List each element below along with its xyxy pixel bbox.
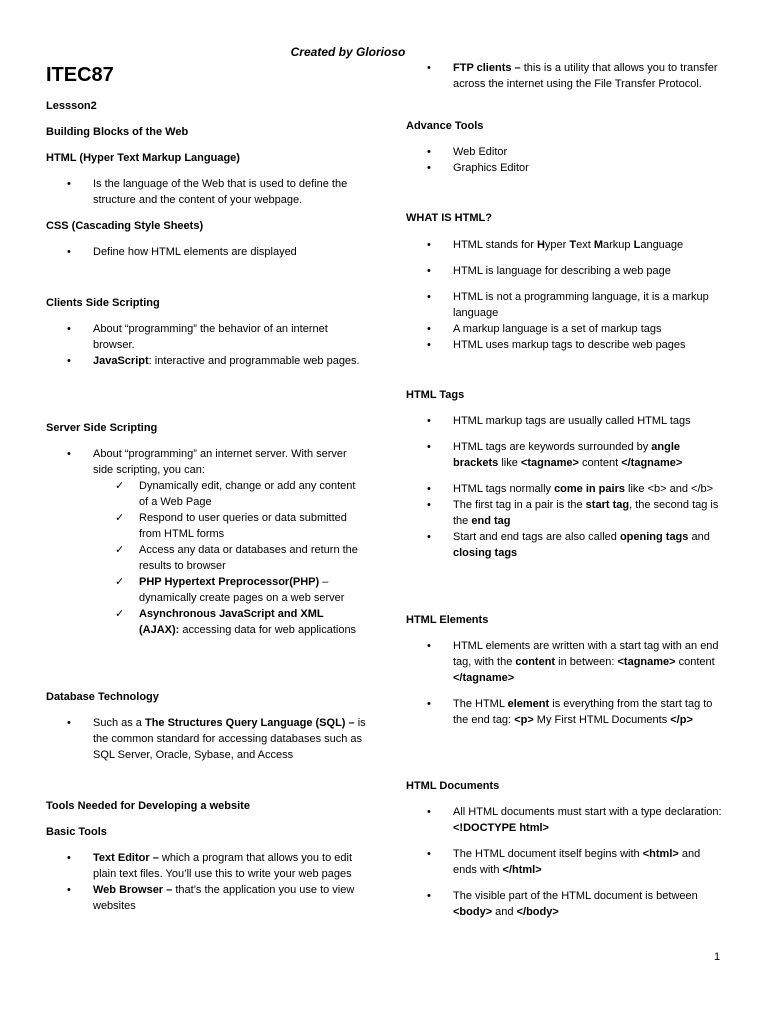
list-item-text: Start and end tags are also called [453, 531, 620, 543]
list-item [46, 446, 366, 638]
css-list [46, 244, 366, 260]
list-item [406, 60, 726, 92]
section-heading-tools: Tools Needed for Developing a website [46, 800, 250, 812]
list-item [406, 289, 726, 321]
list-item-text: HTML stands for [453, 239, 537, 251]
section-heading-advance-tools: Advance Tools [406, 120, 484, 132]
list-item-text: The HTML document itself begins with [453, 848, 643, 860]
list-item-text: My First HTML Documents [533, 714, 671, 726]
list-item-text: About “programming” the behavior of an internet browser. [93, 323, 328, 351]
check-item-bold: Asynchronous JavaScript and XML (AJAX): [139, 608, 324, 636]
document-title: ITEC87 [46, 64, 114, 86]
section-heading-css: CSS (Cascading Style Sheets) [46, 220, 204, 232]
list-item-text: Such as a [93, 717, 145, 729]
list-item-bold: JavaScript [93, 355, 149, 367]
section-heading-html-elements: HTML Elements [406, 614, 489, 626]
list-item [406, 144, 726, 160]
list-item-bold: element [507, 698, 550, 710]
check-item [93, 606, 366, 638]
check-item [93, 542, 366, 574]
client-side-list [46, 321, 366, 369]
list-item-text: HTML tags are keywords surrounded by [453, 441, 652, 453]
list-item [406, 439, 726, 471]
list-item-text: ext [576, 239, 594, 251]
html-elements-list [406, 638, 726, 728]
list-item-bold: <p> [514, 714, 534, 726]
list-item [46, 882, 366, 914]
list-item [406, 160, 726, 176]
list-item [406, 263, 726, 279]
list-item-text: , the second tag is the [453, 499, 719, 527]
html-tags-list [406, 413, 726, 561]
list-item-bold: FTP clients – [453, 62, 521, 74]
section-heading-html: HTML (Hyper Text Markup Language) [46, 152, 240, 164]
list-item-text: and ends with [453, 848, 701, 876]
list-item-text: A markup language is a set of markup tags [453, 323, 662, 335]
section-heading-html-documents: HTML Documents [406, 780, 500, 792]
list-item-bold: <tagname> [520, 457, 579, 469]
list-item-text: content [578, 457, 622, 469]
list-item-bold: content [515, 656, 556, 668]
list-item-text: HTML uses markup tags to describe web pages [453, 339, 686, 351]
list-item [46, 353, 366, 369]
list-item-bold: L [633, 239, 641, 251]
list-item-bold: </tagname> [621, 457, 683, 469]
section-heading-database: Database Technology [46, 691, 159, 703]
list-item-bold: start tag [585, 499, 630, 511]
database-list [46, 715, 366, 763]
list-item [406, 888, 726, 920]
list-item-text: that’s the application you use to view websites [93, 884, 355, 912]
list-item-bold: come in pairs [554, 483, 625, 495]
advance-tools-list [406, 144, 726, 176]
section-heading-html-tags: HTML Tags [406, 389, 465, 401]
list-item-bold: T [569, 239, 577, 251]
list-item-text: in between: [555, 656, 618, 668]
list-item-bold: Text Editor – [93, 852, 159, 864]
list-item-text: anguage [640, 239, 684, 251]
list-item [406, 481, 726, 497]
list-item [406, 413, 726, 429]
check-item-bold: PHP Hypertext Preprocessor(PHP) [139, 576, 320, 588]
list-item [406, 237, 726, 253]
check-item-text: – dynamically create pages on a web server [139, 576, 345, 604]
list-item-text: which a program that allows you to edit plain text files. You’ll use this to write your web pages [93, 852, 353, 880]
list-item-text: content [675, 656, 715, 668]
list-item [46, 850, 366, 882]
list-item [46, 244, 366, 260]
list-item [46, 715, 366, 763]
list-item [46, 176, 366, 208]
ftp-list [406, 60, 726, 92]
list-item [406, 804, 726, 836]
check-item-text: Access any data or databases and return the results to browser [139, 544, 358, 572]
list-item [406, 321, 726, 337]
list-item-bold: angle brackets [453, 441, 681, 469]
list-item-text: like <b> and </b> [624, 483, 714, 495]
list-item-text: The first tag in a pair is the [453, 499, 586, 511]
list-item-bold: The Structures Query Language (SQL) – [144, 717, 355, 729]
what-is-html-list [406, 237, 726, 353]
section-heading-building-blocks: Building Blocks of the Web [46, 126, 189, 138]
list-item-text: and [492, 906, 517, 918]
list-item [406, 638, 726, 686]
list-item-bold: closing tags [453, 547, 518, 559]
list-item-text: is everything from the start tag to the end tag: [453, 698, 713, 726]
list-item-text: Define how HTML elements are displayed [93, 246, 297, 258]
html-documents-list [406, 804, 726, 920]
server-side-list [46, 446, 366, 638]
check-item-text: accessing data for web applications [179, 624, 357, 636]
check-item [93, 478, 366, 510]
list-item-bold: H [536, 239, 545, 251]
list-item-text: this is a utility that allows you to transfer across the internet using the File Transfer Protocol. [453, 62, 718, 90]
list-item-text: HTML markup tags are usually called HTML tags [453, 415, 691, 427]
list-item [406, 337, 726, 353]
list-item-bold: <html> [642, 848, 679, 860]
list-item-text: Web Editor [453, 146, 508, 158]
list-item [406, 846, 726, 878]
section-heading-what-is-html: WHAT IS HTML? [406, 212, 492, 224]
list-item-text: HTML elements are written with a start tag with an end tag, with the [453, 640, 719, 668]
list-item-bold: Web Browser – [93, 884, 173, 896]
check-item [93, 510, 366, 542]
list-item-text: yper [544, 239, 570, 251]
list-item-text: arkup [603, 239, 634, 251]
list-item-text: like [498, 457, 521, 469]
list-item-bold: </html> [502, 864, 542, 876]
list-item [406, 529, 726, 561]
basic-tools-list [46, 850, 366, 914]
list-item-text: Is the language of the Web that is used to define the structure and the content of your webpage. [93, 178, 348, 206]
section-heading-server-side: Server Side Scripting [46, 422, 158, 434]
list-item-text: HTML is not a programming language, it is a markup language [453, 291, 709, 319]
list-item-text: HTML is language for describing a web page [453, 265, 671, 277]
list-item-bold: <tagname> [617, 656, 676, 668]
list-item-bold: </p> [670, 714, 693, 726]
check-item-text: Dynamically edit, change or add any content of a Web Page [139, 480, 356, 508]
list-item-bold: <body> [453, 906, 493, 918]
list-item-text: About “programming” an internet server. With server side scripting, you can: [93, 448, 347, 476]
list-item [406, 696, 726, 728]
list-item-bold: M [593, 239, 604, 251]
list-item-text: HTML tags normally [453, 483, 555, 495]
list-item-text: The visible part of the HTML document is between [453, 890, 698, 902]
list-item-text: Graphics Editor [453, 162, 529, 174]
list-item-text: All HTML documents must start with a type declaration: [453, 806, 722, 818]
list-item [46, 321, 366, 353]
list-item-text: is the common standard for accessing databases such as SQL Server, Oracle, Sybase, and Access [93, 717, 366, 761]
check-item [93, 574, 366, 606]
html-list [46, 176, 366, 208]
list-item-bold: </body> [516, 906, 559, 918]
list-item-text: and [688, 531, 710, 543]
page-number: 1 [714, 951, 721, 963]
list-item [406, 497, 726, 529]
lesson-label: Lessson2 [46, 100, 97, 112]
check-item-text: Respond to user queries or data submitted from HTML forms [139, 512, 347, 540]
created-by-label: Created by Glorioso [290, 45, 406, 59]
list-item-text: : interactive and programmable web pages. [148, 355, 360, 367]
list-item-bold: opening tags [619, 531, 689, 543]
section-heading-client-side: Clients Side Scripting [46, 297, 160, 309]
list-item-bold: end tag [471, 515, 511, 527]
list-item-bold: </tagname> [453, 672, 515, 684]
list-item-bold: <!DOCTYPE html> [453, 822, 549, 834]
section-heading-basic-tools: Basic Tools [46, 826, 107, 838]
list-item-text: The HTML [453, 698, 508, 710]
